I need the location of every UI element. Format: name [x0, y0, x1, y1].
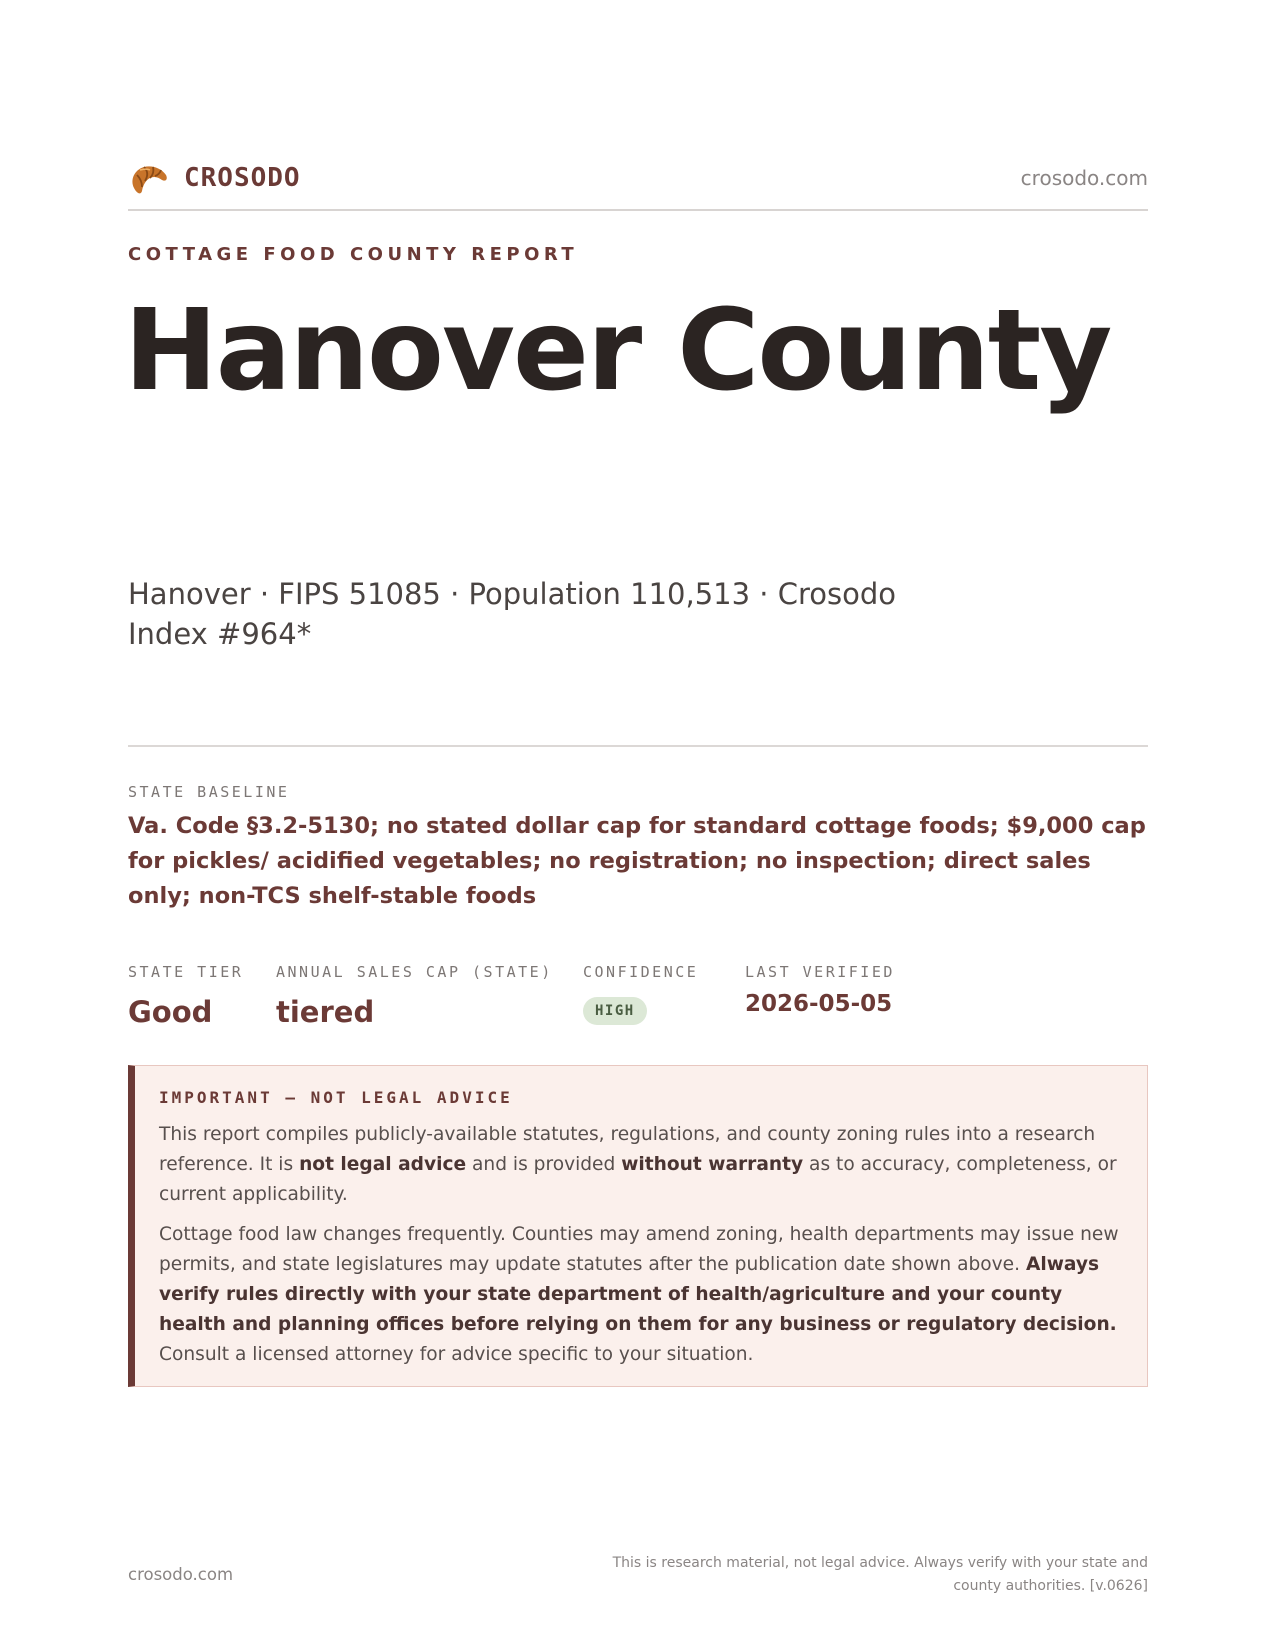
notice-text: Cottage food law changes frequently. Counties may amend zoning, health departments may issue new permits, and state legislatures may update statutes after the publication date shown above. [159, 1224, 1119, 1275]
notice-text: as to accuracy, completeness, or current applicability. [159, 1154, 1117, 1205]
stat-confidence [583, 963, 698, 1025]
stat-value: 2026-05-05 [745, 991, 893, 1017]
stat-sales-cap [276, 963, 553, 1029]
header-divider [128, 209, 1148, 211]
report-kicker: COTTAGE FOOD COUNTY REPORT [128, 244, 579, 265]
notice-paragraph [159, 1220, 1121, 1370]
state-baseline-text: Va. Code §3.2-5130; no stated dollar cap for standard cottage foods; $9,000 cap for pickles/ acidified vegetables; no registration; no inspection; direct sales only; non-TCS shelf-stable foods [128, 813, 1146, 909]
stat-label: LAST VERIFIED [745, 963, 895, 981]
notice-title: IMPORTANT — NOT LEGAL ADVICE [159, 1088, 513, 1107]
stat-state-tier [128, 963, 243, 1029]
notice-emphasis: Always verify rules directly with your state department of health/agriculture and your county health and planning offices before relying on them for any business or regulatory decision. [159, 1254, 1117, 1335]
brand[interactable] [128, 158, 301, 198]
legal-notice-callout [128, 1065, 1148, 1387]
page-title: Hanover County [124, 286, 1111, 416]
notice-paragraph [159, 1120, 1121, 1210]
notice-text: This report compiles publicly-available statutes, regulations, and county zoning rules into a research reference. It is [159, 1124, 1096, 1175]
notice-text: Consult a licensed attorney for advice specific to your situation. [159, 1344, 754, 1365]
notice-text: and is provided [466, 1154, 622, 1175]
stat-value: tiered [276, 995, 375, 1029]
header [128, 158, 1148, 198]
stat-label: ANNUAL SALES CAP (STATE) [276, 963, 553, 981]
brand-name: CROSODO [184, 163, 301, 193]
stat-value: Good [128, 995, 213, 1029]
footer-site-link[interactable]: crosodo.com [128, 1565, 234, 1584]
notice-emphasis: not legal advice [299, 1154, 467, 1175]
state-baseline-label: STATE BASELINE [128, 783, 290, 801]
footer-disclaimer: This is research material, not legal advice. Always verify with your state and county authorities. [v.0626] [612, 1555, 1148, 1594]
stat-label: CONFIDENCE [583, 963, 699, 981]
section-divider [128, 745, 1148, 747]
notice-emphasis: without warranty [621, 1154, 804, 1175]
county-summary-line: Hanover · FIPS 51085 · Population 110,513 · Crosodo Index #964* [128, 577, 896, 651]
stats-row [128, 963, 1148, 1043]
report-page [124, 0, 1148, 1650]
stat-label: STATE TIER [128, 963, 244, 981]
confidence-badge: HIGH [583, 997, 647, 1025]
site-url-link[interactable]: crosodo.com [1020, 166, 1148, 190]
stat-last-verified [745, 963, 895, 1017]
croissant-icon [128, 158, 170, 198]
